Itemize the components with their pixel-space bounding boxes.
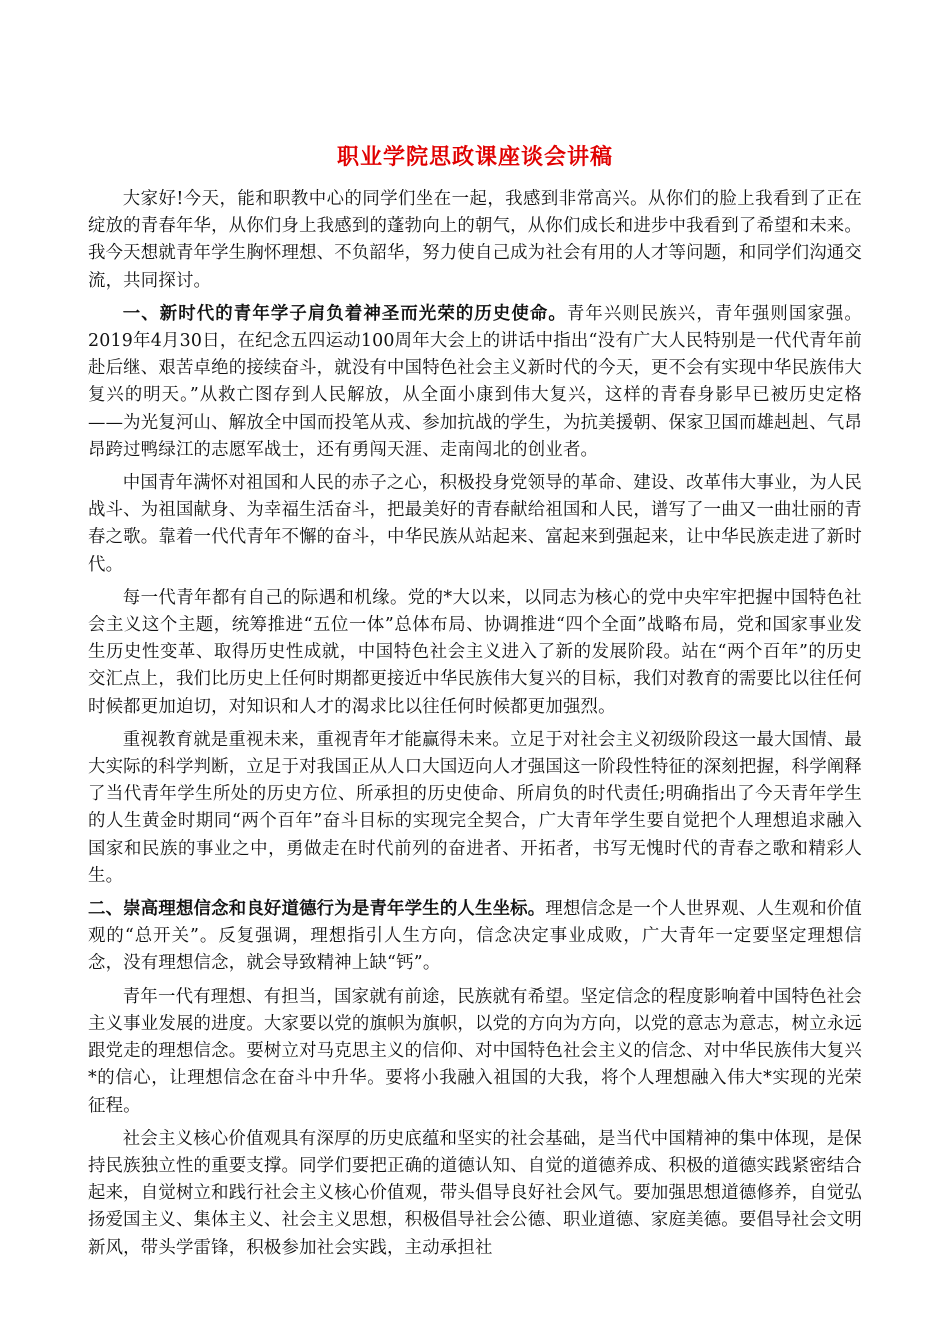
paragraph-text: 每一代青年都有自己的际遇和机缘。党的*大以来，以同志为核心的党中央牢牢把握中国特色社会主义这个主题，统筹推进“五位一体”总体布局、协调推进“四个全面”战略布局，党和国家事业发生历史性变革、取得历史性成就，中国特色社会主义进入了新的发展阶段。站在“两个百年”的历史交汇点上，我们比历史上任何时期都更接近中华民族伟大复兴的目标，我们对教育的需要比以往任何时候都更加迫切，对知识和人才的渴求比以往任何时候都更加强烈。 bbox=[88, 587, 862, 717]
paragraph bbox=[88, 585, 862, 721]
paragraph-intro bbox=[88, 186, 862, 295]
paragraph-text: 青年一代有理想、有担当，国家就有前途，民族就有希望。坚定信念的程度影响着中国特色社会主义事业发展的进度。大家要以党的旗帜为旗帜，以党的方向为方向，以党的意志为意志，树立永远跟党走的理想信念。要树立对马克思主义的信仰、对中国特色社会主义的信念、对中华民族伟大复兴*的信心，让理想信念在奋斗中升华。要将小我融入祖国的大我，将个人理想融入伟大*实现的光荣征程。 bbox=[88, 986, 862, 1116]
document-page bbox=[88, 142, 862, 1268]
paragraph bbox=[88, 470, 862, 579]
paragraph-text: 青年兴则民族兴，青年强则国家强。2019年4月30日，在纪念五四运动100周年大会上的讲话中指出“没有广大人民特别是一代代青年前赴后继、艰苦卓绝的接续奋斗，就没有中国特色社会主义新时代的今天，更不会有实现中华民族伟大复兴的明天。”从救亡图存到人民解放，从全面小康到伟大复兴，这样的青春身影早已被历史定格——为光复河山、解放全中国而投笔从戎、参加抗战的学生，为抗美援朝、保家卫国而雄赳赳、气昂昂跨过鸭绿江的志愿军战士，还有勇闯天涯、走南闯北的创业者。 bbox=[88, 303, 862, 460]
paragraph-text: 社会主义核心价值观具有深厚的历史底蕴和坚实的社会基础，是当代中国精神的集中体现，是保持民族独立性的重要支撑。同学们要把正确的道德认知、自觉的道德养成、积极的道德实践紧密结合起来，自觉树立和践行社会主义核心价值观，带头倡导良好社会风气。要加强思想道德修养，自觉弘扬爱国主义、集体主义、社会主义思想，积极倡导社会公德、职业道德、家庭美德。要倡导社会文明新风，带头学雷锋，积极参加社会实践，主动承担社 bbox=[88, 1128, 862, 1258]
paragraph-text: 理想信念是一个人世界观、人生观和价值观的“总开关”。反复强调，理想指引人生方向，信念决定事业成败，广大青年一定要坚定理想信念，没有理想信念，就会导致精神上缺“钙”。 bbox=[88, 899, 862, 974]
paragraph-section-one bbox=[88, 301, 862, 464]
paragraph bbox=[88, 727, 862, 890]
document-title: 职业学院思政课座谈会讲稿 bbox=[336, 144, 613, 170]
section-heading: 一、新时代的青年学子肩负着神圣而光荣的历史使命。 bbox=[122, 303, 567, 324]
paragraph-text: 中国青年满怀对祖国和人民的赤子之心，积极投身党领导的革命、建设、改革伟大事业，为人民战斗、为祖国献身、为幸福生活奋斗，把最美好的青春献给祖国和人民，谱写了一曲又一曲壮丽的青春之歌。靠着一代代青年不懈的奋斗，中华民族从站起来、富起来到强起来，让中华民族走进了新时代。 bbox=[88, 473, 862, 575]
paragraph bbox=[88, 984, 862, 1120]
section-heading: 二、崇高理想信念和良好道德行为是青年学生的人生坐标。 bbox=[88, 899, 546, 920]
paragraph-text: 重视教育就是重视未来，重视青年才能赢得未来。立足于对社会主义初级阶段这一最大国情、最大实际的科学判断，立足于对我国正从人口大国迈向人才强国这一阶段性特征的深刻把握，科学阐释了当代青年学生所处的历史方位、所承担的历史使命、所肩负的时代责任;明确指出了今天青年学生的人生黄金时期同“两个百年”奋斗目标的实现完全契合，广大青年学生要自觉把个人理想追求融入国家和民族的事业之中，勇做走在时代前列的奋进者、开拓者，书写无愧时代的青春之歌和精彩人生。 bbox=[88, 729, 862, 886]
paragraph-text: 大家好!今天，能和职教中心的同学们坐在一起，我感到非常高兴。从你们的脸上我看到了正在绽放的青春年华，从你们身上我感到的蓬勃向上的朝气，从你们成长和进步中我看到了希望和未来。我今天想就青年学生胸怀理想、不负韶华，努力使自己成为社会有用的人才等问题，和同学们沟通交流，共同探讨。 bbox=[88, 189, 862, 291]
paragraph bbox=[88, 1126, 862, 1262]
paragraph-section-two bbox=[88, 896, 862, 978]
